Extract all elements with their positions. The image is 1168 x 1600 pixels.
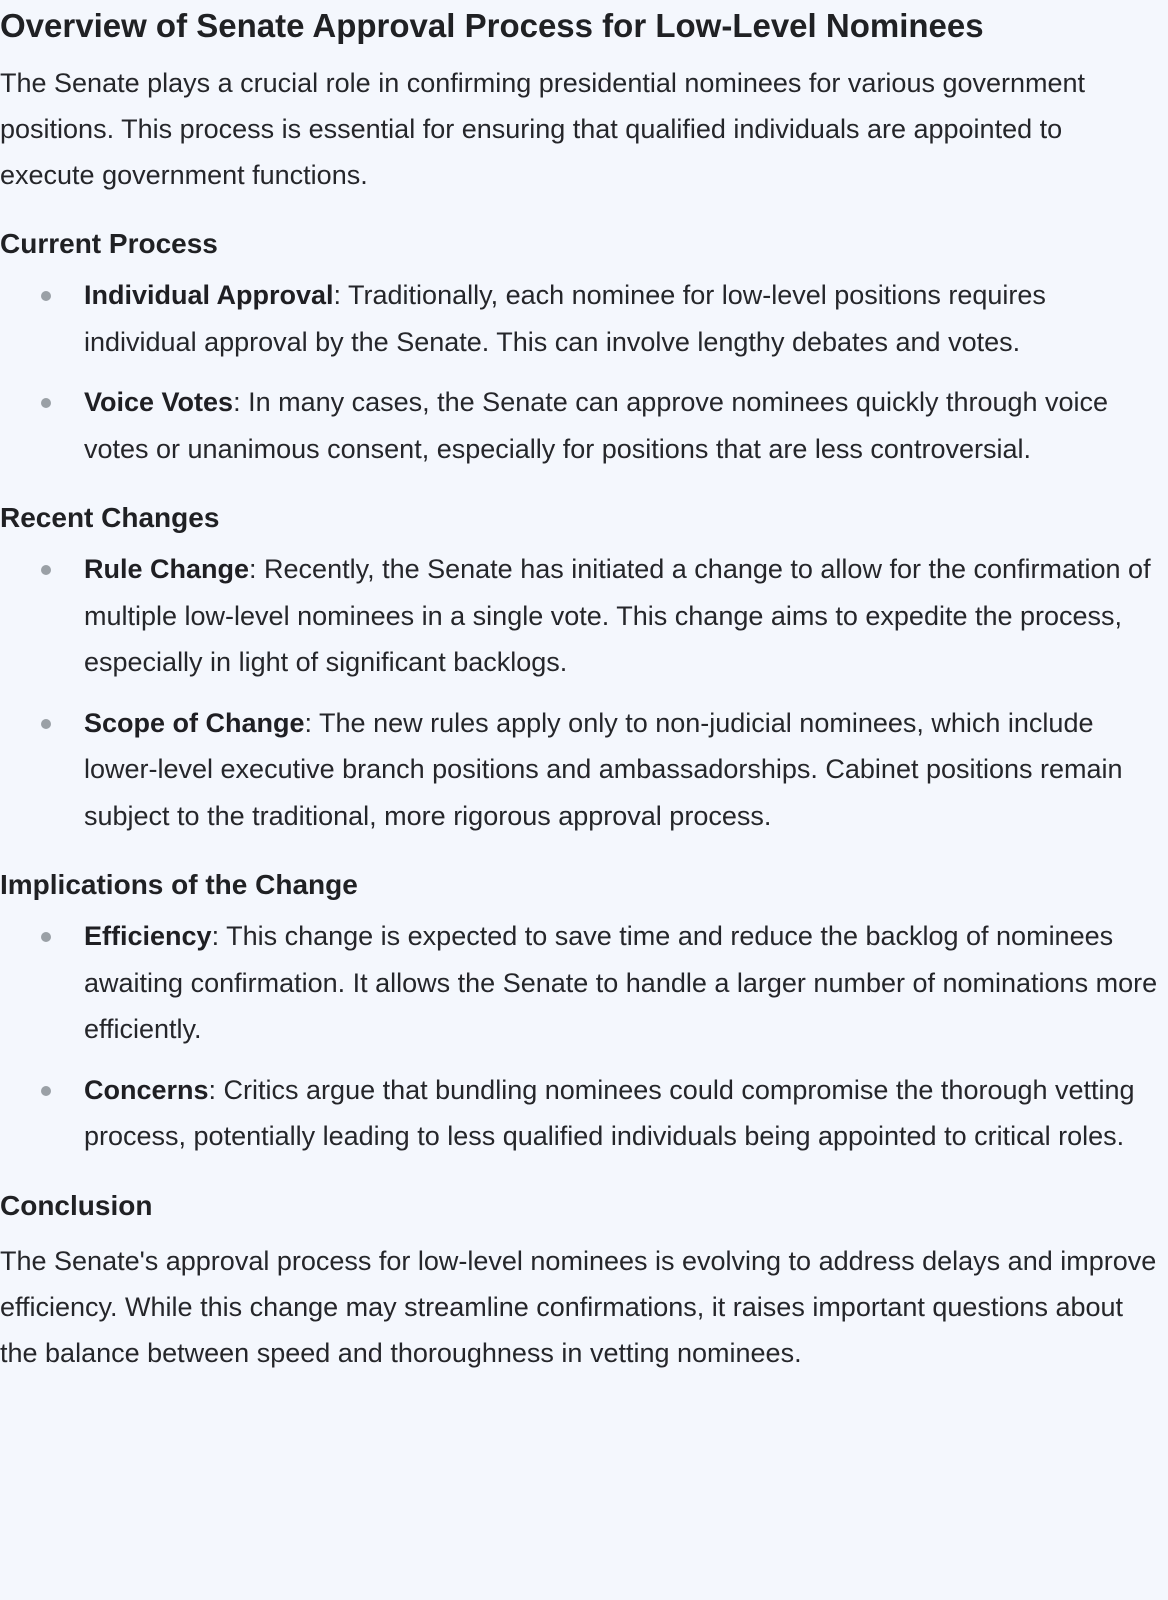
item-term: Individual Approval — [84, 280, 334, 310]
bullet-list-recent-changes — [0, 546, 1168, 839]
bullet-list-implications — [0, 913, 1168, 1160]
item-term: Efficiency — [84, 921, 212, 951]
page-title: Overview of Senate Approval Process for Low-Level Nominees — [0, 7, 984, 44]
list-item — [0, 913, 1164, 1053]
item-text: : Recently, the Senate has initiated a change to allow for the confirmation of multiple low-level nominees in a single vote. This change aims to expedite the process, especially in light of significant backlogs. — [84, 554, 1151, 677]
list-item — [0, 1067, 1164, 1160]
bullet-dot-icon — [41, 291, 51, 301]
item-term: Rule Change — [84, 554, 250, 584]
list-item — [0, 700, 1164, 840]
item-term: Voice Votes — [84, 387, 234, 417]
bullet-dot-icon — [41, 1086, 51, 1096]
bullet-dot-icon — [41, 398, 51, 408]
intro-paragraph: The Senate plays a crucial role in confirming presidential nominees for various government positions. This process is essential for ensuring that qualified individuals are appointed to execute government functions. — [0, 68, 1086, 190]
bullet-list-current-process — [0, 272, 1168, 472]
section-heading-current-process: Current Process — [0, 228, 218, 259]
section-heading-implications: Implications of the Change — [0, 869, 358, 900]
section-heading-conclusion: Conclusion — [0, 1189, 153, 1221]
list-item — [0, 272, 1164, 365]
list-item — [0, 546, 1164, 686]
item-text: : In many cases, the Senate can approve nominees quickly through voice votes or unanimous consent, especially for positions that are less controversial. — [84, 387, 1109, 464]
item-text: : This change is expected to save time and reduce the backlog of nominees awaiting confirmation. It allows the Senate to handle a larger number of nominations more efficiently. — [84, 921, 1158, 1044]
conclusion-paragraph: The Senate's approval process for low-level nominees is evolving to address delays and improve efficiency. While this change may streamline confirmations, it raises important questions about the balance between speed and thoroughness in vetting nominees. — [0, 1245, 1157, 1368]
bullet-dot-icon — [41, 932, 51, 942]
item-term: Concerns — [84, 1074, 209, 1105]
bullet-dot-icon — [41, 565, 51, 575]
item-text: : Traditionally, each nominee for low-level positions requires individual approval by the Senate. This can involve lengthy debates and votes. — [84, 280, 1046, 357]
item-text: : The new rules apply only to non-judicial nominees, which include lower-level executive branch positions and ambassadorships. Cabinet positions remain subject to the traditional, more rigorous approval process. — [84, 707, 1123, 831]
bullet-dot-icon — [41, 719, 51, 729]
item-term: Scope of Change — [84, 707, 305, 738]
section-heading-recent-changes: Recent Changes — [0, 502, 220, 533]
item-text: : Critics argue that bundling nominees could compromise the thorough vetting process, potentially leading to less qualified individuals being appointed to critical roles. — [84, 1074, 1135, 1151]
list-item — [0, 379, 1164, 472]
